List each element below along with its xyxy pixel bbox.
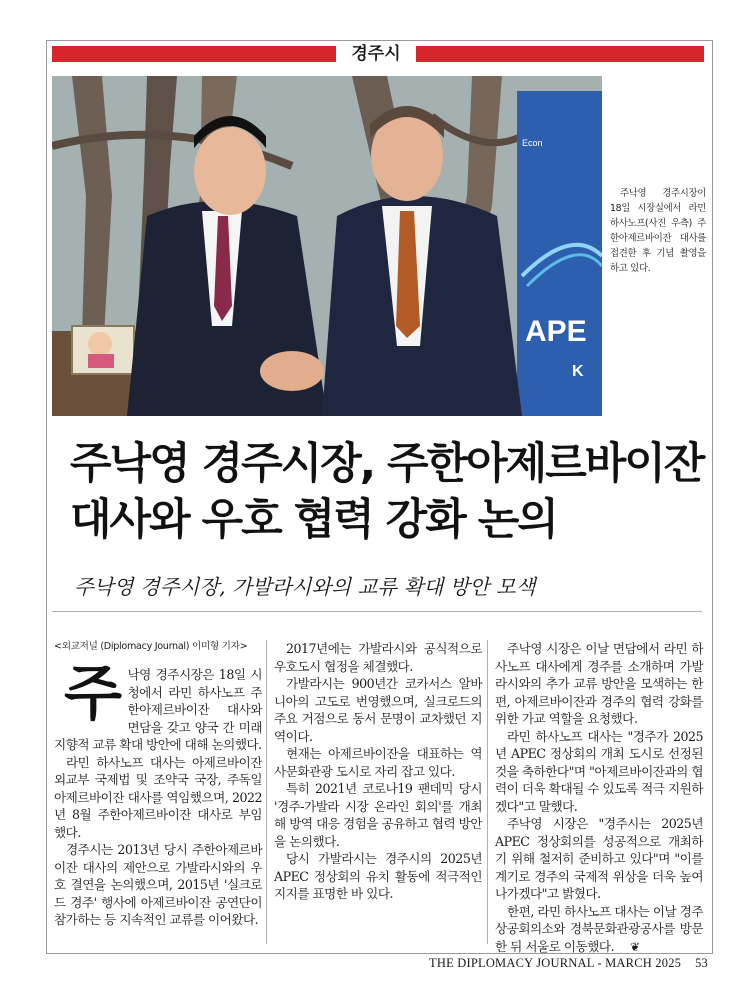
paragraph: 라민 하사노프 대사는 "경주가 2025년 APEC 정상회의 개최 도시로 선정된 것을 축하한다"며 "아제르바이잔과의 협력이 더욱 확대될 수 있도록 적극 지원하겠다"고 말했다. xyxy=(495,728,703,814)
paragraph: 현재는 아제르바이잔을 대표하는 역사문화관광 도시로 자리 잡고 있다. xyxy=(274,746,482,779)
end-mark-icon: ❦ xyxy=(630,939,640,954)
column-divider xyxy=(487,640,488,944)
publication-name: THE DIPLOMACY JOURNAL - MARCH 2025 xyxy=(429,956,682,970)
paragraph: 주낙영 시장은 이날 면담에서 라민 하사노프 대사에게 경주를 소개하며 가발라시와의 추가 교류 방안을 모색하는 한편, 아제르바이잔과 경주의 협력 강화를 위한 가교 역할을 요청했다. xyxy=(495,641,703,726)
banner-small-text: Econ xyxy=(522,138,543,148)
paragraph: 특히 2021년 코로나19 팬데믹 당시 '경주-가발라 시장 온라인 회의'를 개최해 방역 대응 경험을 공유하고 협력 방안을 논의했다. xyxy=(274,781,482,849)
headline xyxy=(70,436,704,548)
header-bar-right xyxy=(416,46,704,62)
paragraph: 라민 하사노프 대사는 아제르바이잔 외교부 국제법 및 조약국 국장, 주독일 아제르바이잔 대사를 역임했으며, 2022년 8월 주한아제르바이잔 대사로 부임했다. xyxy=(54,754,262,840)
page-number: 53 xyxy=(695,956,708,970)
photo-caption: 주낙영 경주시장이 18일 시장실에서 라민 하사노프(사진 우측) 주한아제르바이잔 대사를 접견한 후 기념 촬영을 하고 있다. xyxy=(610,188,706,274)
paragraph: 한편, 라민 하사노프 대사는 이날 경주상공회의소와 경북문화관광공사를 방문한 뒤 서울로 이동했다. ❦ xyxy=(495,903,703,957)
banner-k-text: K xyxy=(572,363,584,380)
column-divider xyxy=(266,640,267,944)
paragraph: 당시 가발라시는 경주시의 2025년 APEC 정상회의 유치 활동에 적극적인 지지를 표명한 바 있다. xyxy=(274,851,482,901)
drop-cap: 주 xyxy=(64,659,122,729)
article-photo xyxy=(52,76,602,416)
article-column-1 xyxy=(54,640,262,929)
banner-apec-text: APE xyxy=(525,315,587,348)
paragraph: 경주시는 2013년 당시 주한아제르바이잔 대사의 제안으로 가발라시와의 우호 결연을 논의했으며, 2015년 '실크로드 경주' 행사에 아제르바이잔 공연단이 참가하는 등 지속적인 교류를 이어왔다. xyxy=(54,842,262,927)
byline: <외교저널 (Diplomacy Journal) 이미형 기자> xyxy=(54,641,248,652)
article-column-3 xyxy=(495,640,703,956)
paragraph: 주낙영 시장은 "경주시는 2025년 APEC 정상회의를 성공적으로 개최하기 위해 철저히 준비하고 있다"며 "이를 계기로 경주의 국제적 위상을 더욱 높여 나가겠다"고 밝혔다. xyxy=(495,816,703,901)
headline-line-2: 대사와 우호 협력 강화 논의 xyxy=(70,495,557,545)
subtitle-divider xyxy=(52,611,702,612)
paragraph: 2017년에는 가발라시와 공식적으로 우호도시 협정을 체결했다. xyxy=(274,641,482,674)
page-footer xyxy=(429,954,708,972)
header-bar-left xyxy=(52,46,336,62)
photo-illustration xyxy=(52,76,602,416)
paragraph: 가발라시는 900년간 코카서스 알바니아의 고도로 번영했으며, 실크로드의 주요 거점으로 동서 문명이 교차했던 지역이다. xyxy=(274,676,482,744)
article-column-2 xyxy=(274,640,482,903)
section-label: 경주시 xyxy=(351,44,401,64)
paragraph: 주낙영 경주시장은 18일 시청에서 라민 하사노프 주한아제르바이잔 대사와 면담을 갖고 양국 간 미래지향적 교류 확대 방안에 대해 논의했다. xyxy=(54,659,262,752)
headline-line-1: 주낙영 경주시장, 주한아제르바이잔 xyxy=(70,439,704,489)
subtitle: 주낙영 경주시장, 가발라시와의 교류 확대 방안 모색 xyxy=(74,575,536,599)
